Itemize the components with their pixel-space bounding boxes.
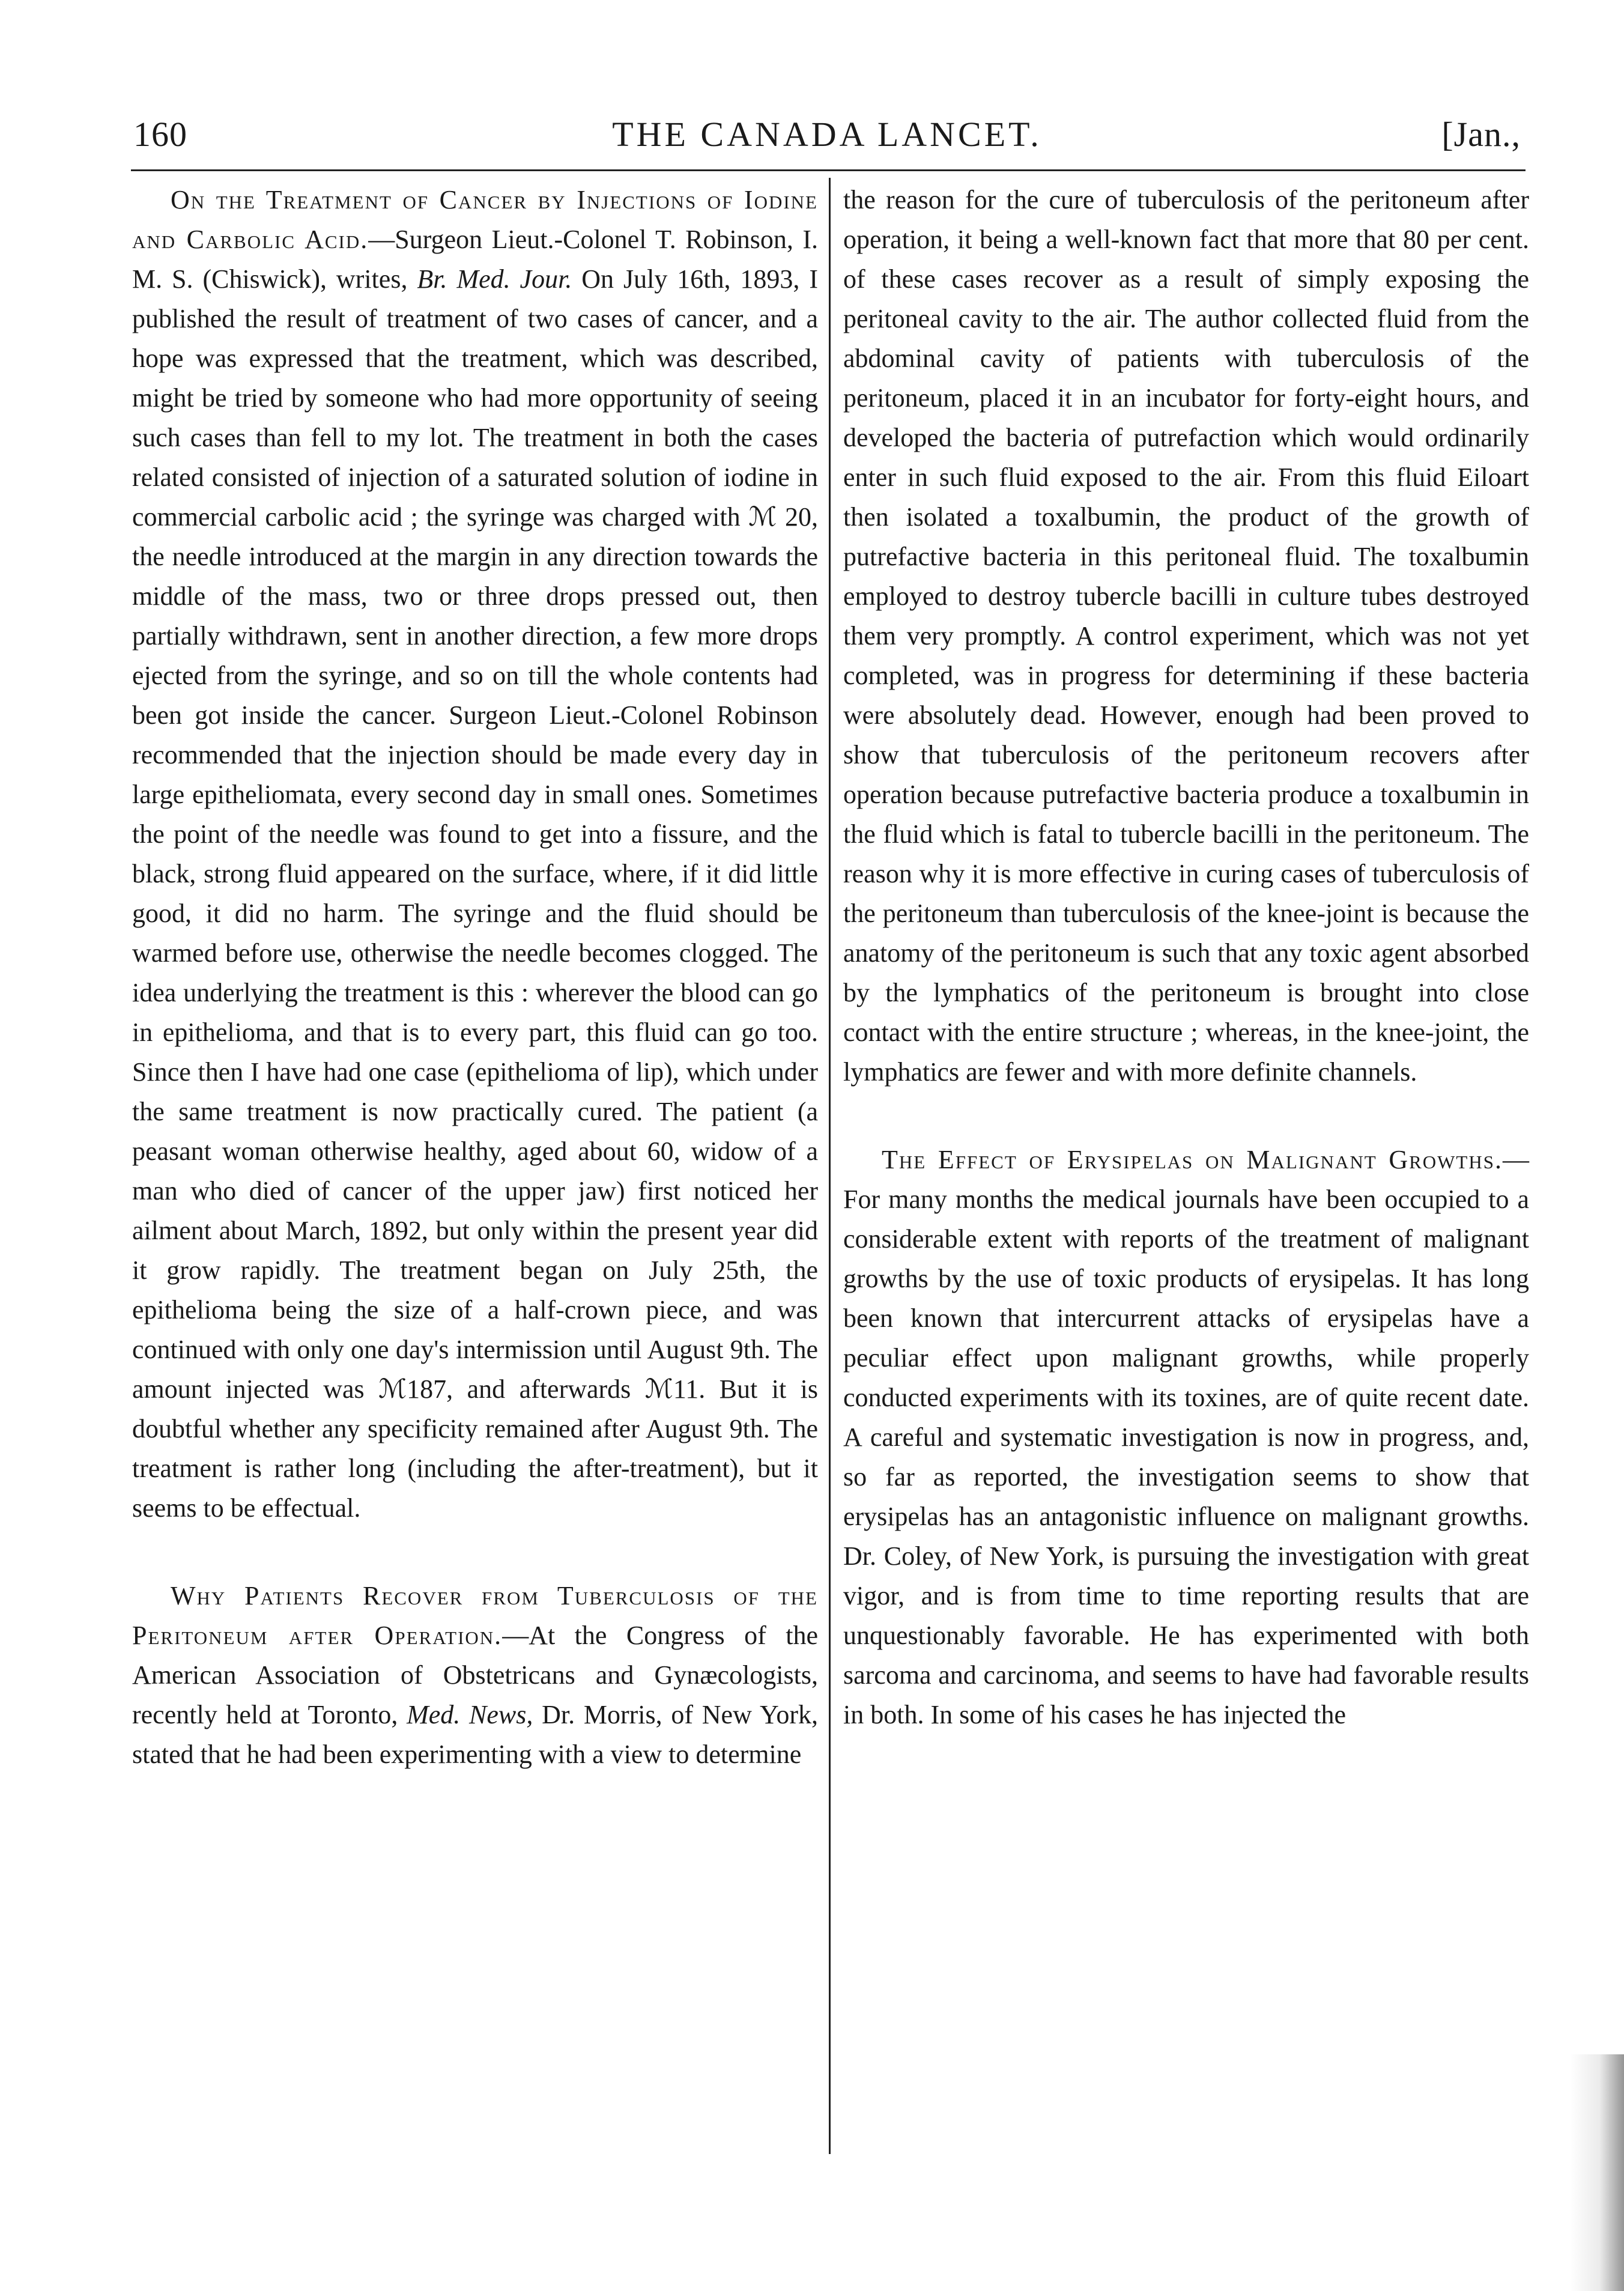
article-continuation bbox=[843, 180, 1529, 1092]
right-column bbox=[843, 180, 1529, 1783]
article-source: Med. News, bbox=[407, 1700, 533, 1729]
page-header bbox=[133, 114, 1521, 156]
article-source: Br. Med. Jour. bbox=[417, 264, 572, 294]
article-cancer-treatment bbox=[132, 180, 818, 1528]
article-heading: Why Patients Recover from Tuberculosis of the Peritoneum after Operation. bbox=[132, 1581, 818, 1650]
column-divider bbox=[829, 178, 831, 2154]
running-title: THE CANADA LANCET. bbox=[612, 115, 1042, 154]
article-body: On July 16th, 1893, I published the result of treatment of two cases of cancer, and a hope was expressed that the treatment, which was described, might be tried by someone who had more opportunity of seeing such cases than fell to my lot. The treatment in both the cases related consisted of injection of a saturated solution of iodine in commercial carbolic acid ; the syringe was charged with ℳ 20, the needle introduced at the margin in any direction towards the middle of the mass, two or three drops pressed out, then partially withdrawn, sent in another direction, a few more drops ejected from the syringe, and so on till the whole contents had been got inside the cancer. Surgeon Lieut.-Colonel Robinson recommended that the injection should be made every day in large epitheliomata, every second day in small ones. Sometimes the point of the needle was found to get into a fissure, and the black, strong fluid appeared on the surface, where, if it did little good, it did no harm. The syringe and the fluid should be warmed before use, otherwise the needle becomes clogged. The idea underlying the treatment is this : wherever the blood can go in epithelioma, and that is to every part, this fluid can go too. Since then I have had one case (epithelioma of lip), which under the same treatment is now practically cured. The patient (a peasant woman otherwise healthy, aged about 60, widow of a man who died of cancer of the upper jaw) first noticed her ailment about March, 1892, but only within the present year did it grow rapidly. The treatment began on July 25th, the epithelioma being the size of a half-crown piece, and was continued with only one day's intermission until August 9th. The amount injected was ℳ187, and afterwards ℳ11. But it is doubtful whether any specificity remained after August 9th. The treatment is rather long (including the after-treatment), but it seems to be effectual. bbox=[132, 264, 819, 1523]
article-heading: On the Treatment of Cancer by Injections of Iodine and Carbolic Acid. bbox=[132, 185, 818, 254]
left-column bbox=[132, 180, 818, 1822]
header-rule bbox=[131, 169, 1526, 171]
heading-dash: — bbox=[368, 225, 395, 254]
article-lead: At the Congress of the American Association of Obstetricans and Gynæcologists, recently held at Toronto, bbox=[132, 1621, 818, 1729]
heading-dash: — bbox=[1503, 1145, 1529, 1174]
continuation-text: the reason for the cure of tuberculosis of the peritoneum after operation, it being a well-known fact that more that 80 per cent. of these cases recover as a result of simply exposing the peritoneal cavity to the air. The author collected fluid from the abdominal cavity of patients with tuberculosis of the peritoneum, placed it in an incubator for forty-eight hours, and developed the bacteria of putrefaction which would ordinarily enter in such fluid exposed to the air. From this fluid Eiloart then isolated a toxalbumin, the product of the growth of putrefactive bacteria in this peritoneal fluid. The toxalbumin employed to destroy tubercle bacilli in culture tubes destroyed them very promptly. A control experiment, which was not yet completed, was in progress for determining if these bacteria were absolutely dead. However, enough had been proved to show that tuberculosis of the peritoneum recovers after operation because putrefactive bacteria produce a toxalbumin in the fluid which is fatal to tubercle bacilli in the peritoneum. The reason why it is more effective in curing cases of tuberculosis of the peritoneum than tuberculosis of the knee-joint is because the anatomy of the peritoneum is such that any toxic agent absorbed by the lymphatics of the peritoneum is brought into close contact with the entire structure ; whereas, in the knee-joint, the lymphatics are fewer and with more definite channels. bbox=[843, 185, 1529, 1087]
article-body: For many months the medical journals have been occupied to a considerable extent with reports of the treatment of malignant growths by the use of toxic products of erysipelas. It has long been known that intercurrent attacks of erysipelas have a peculiar effect upon malignant growths, while properly conducted experiments with its toxines, are of quite recent date. A careful and systematic investigation is now in progress, and, so far as reported, the investigation seems to show that erysipelas has an antagonistic influence on malignant growths. Dr. Coley, of New York, is pursuing the investigation with great vigor, and is from time to time reporting results that are unquestionably favorable. He has experimented with both sarcoma and carcinoma, and seems to have had favorable results in both. In some of his cases he has injected the bbox=[843, 1185, 1529, 1729]
issue-month: [Jan., bbox=[1441, 115, 1521, 154]
article-tuberculosis-peritoneum bbox=[132, 1576, 818, 1774]
article-heading: The Effect of Erysipelas on Malignant Growths. bbox=[882, 1145, 1503, 1174]
article-erysipelas bbox=[843, 1140, 1529, 1735]
article-lead: Surgeon Lieut.-Colonel T. Robinson, I. M. S. (Chiswick), writes, bbox=[132, 225, 819, 294]
page-edge-shadow bbox=[1570, 2054, 1624, 2291]
page-number: 160 bbox=[133, 115, 187, 154]
article-body: Dr. Morris, of New York, stated that he had been experimenting with a view to determine bbox=[132, 1700, 818, 1769]
heading-dash: — bbox=[502, 1621, 529, 1650]
